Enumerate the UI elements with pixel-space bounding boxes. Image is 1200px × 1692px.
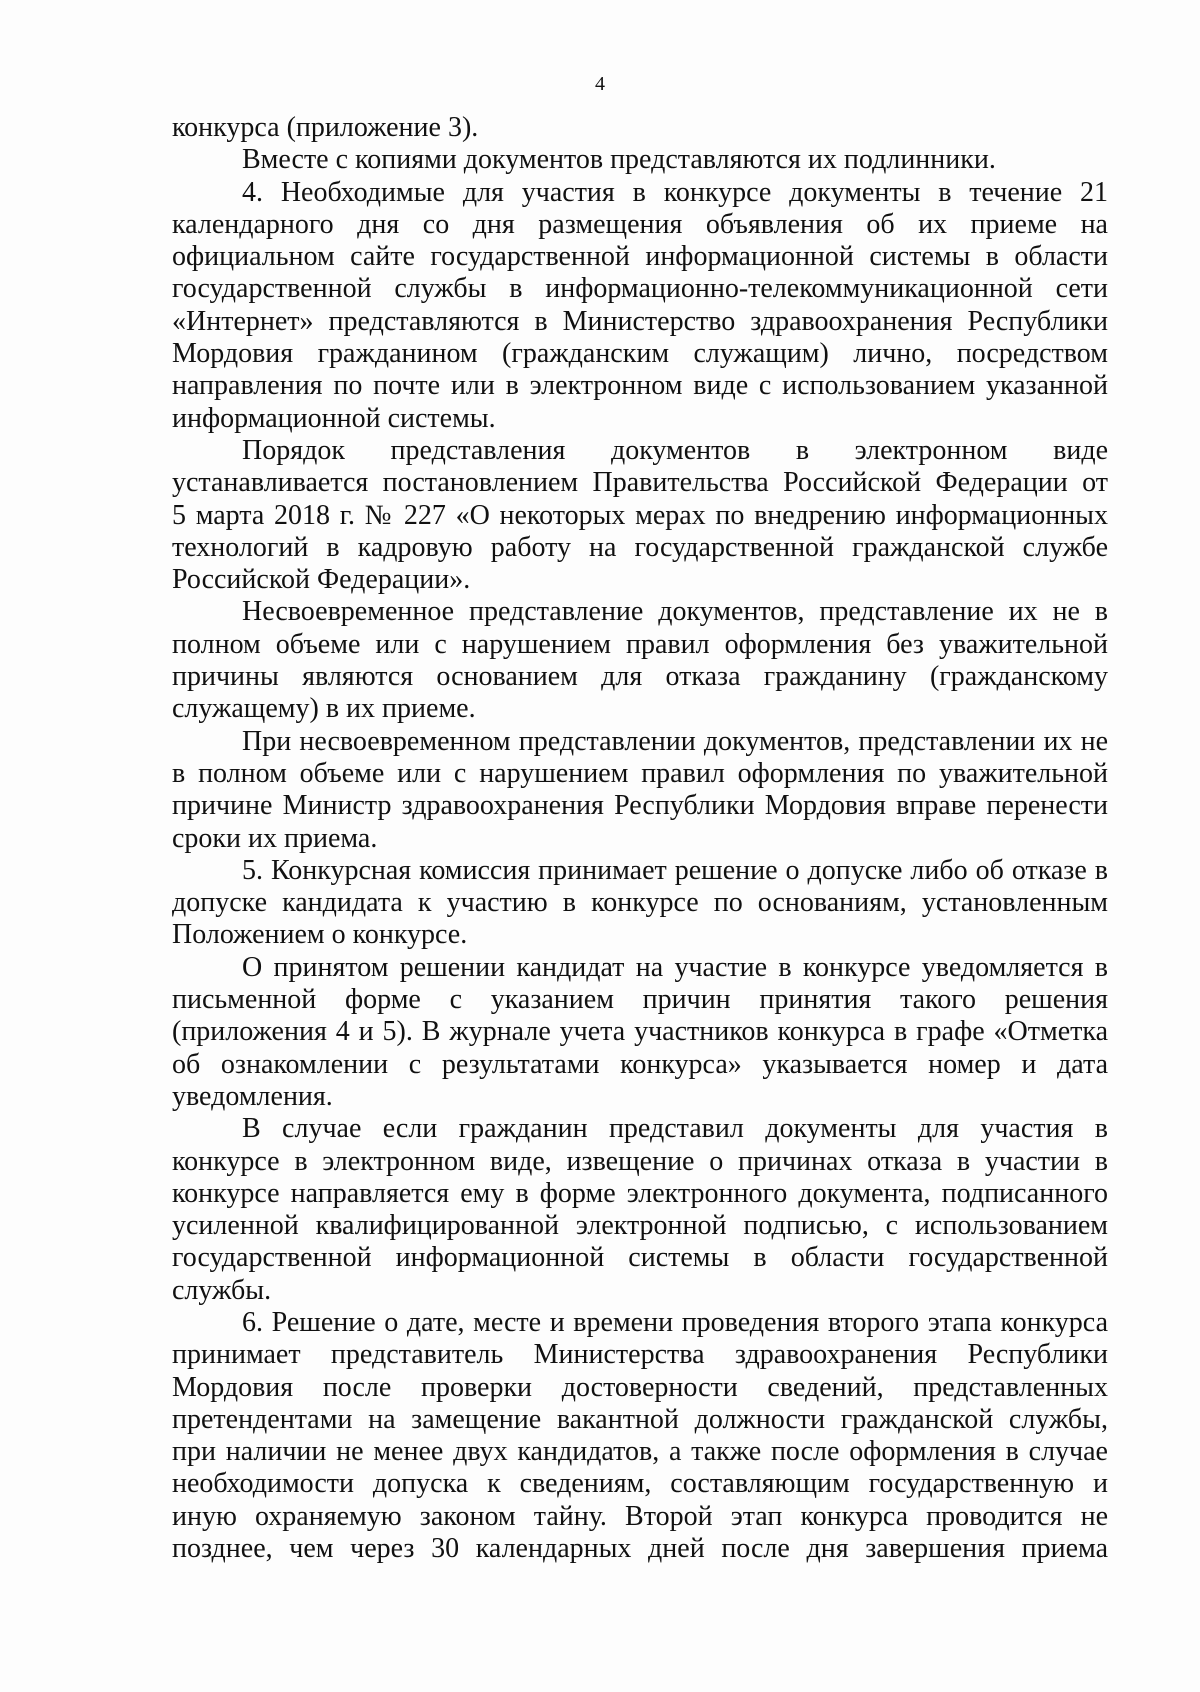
text-line: государственной службы в информационно-телекоммуникационной сети (172, 273, 1108, 305)
text-line: позднее, чем через 30 календарных дней после дня завершения приема (172, 1533, 1108, 1565)
text-line: О принятом решении кандидат на участие в конкурсе уведомляется в (242, 951, 1108, 983)
paragraph (172, 855, 1108, 952)
page-number: 4 (595, 73, 605, 95)
text-line: конкурсе в электронном виде, извещение о причинах отказа в участии в (172, 1145, 1108, 1177)
paragraph (172, 596, 1108, 725)
text-line: Российской Федерации». (172, 564, 471, 596)
text-line: Порядок представления документов в электронном виде (242, 434, 1108, 466)
text-line: служащему) в их приеме. (172, 693, 476, 725)
text-line: направления по почте или в электронном виде с использованием указанной (172, 370, 1108, 402)
text-line: службы. (172, 1274, 272, 1306)
paragraph (172, 726, 1108, 855)
paragraph (172, 952, 1108, 1113)
text-line: Несвоевременное представление документов, представление их не в (242, 596, 1108, 628)
text-line: государственной информационной системы в области государственной (172, 1242, 1108, 1274)
text-line: В случае если гражданин представил документы для участия в (242, 1113, 1108, 1145)
text-line: письменной форме с указанием причин принятия такого решения (172, 984, 1108, 1016)
text-line: При несвоевременном представлении документов, представлении их не (242, 725, 1108, 757)
text-line: причине Министр здравоохранения Республики Мордовия вправе перенести (172, 790, 1108, 822)
text-line: 4. Необходимые для участия в конкурсе документы в течение 21 (242, 176, 1108, 208)
text-line: причины являются основанием для отказа гражданину (гражданскому (172, 661, 1108, 693)
text-line: календарного дня со дня размещения объявления об их приеме на (172, 208, 1108, 240)
text-line: об ознакомлении с результатами конкурса» указывается номер и дата (172, 1048, 1108, 1080)
text-line: допуске кандидата к участию в конкурсе по основаниям, установленным (172, 887, 1108, 919)
text-line: полном объеме или с нарушением правил оформления без уважительной (172, 628, 1108, 660)
text-line: в полном объеме или с нарушением правил оформления по уважительной (172, 757, 1108, 789)
text-line: сроки их приема. (172, 822, 378, 854)
document-body (172, 112, 1108, 1565)
text-line: 5. Конкурсная комиссия принимает решение о допуске либо об отказе в (242, 854, 1108, 886)
text-line: иную охраняемую законом тайну. Второй этап конкурса проводится не (172, 1500, 1108, 1532)
paragraph (172, 435, 1108, 596)
text-line: (приложения 4 и 5). В журнале учета участников конкурса в графе «Отметка (172, 1016, 1108, 1048)
paragraph (172, 177, 1108, 435)
text-line: конкурсе направляется ему в форме электронного документа, подписанного (172, 1177, 1108, 1209)
text-line: Вместе с копиями документов представляются их подлинники. (242, 144, 996, 176)
paragraph (172, 1307, 1108, 1565)
text-line: принимает представитель Министерства здравоохранения Республики (172, 1339, 1108, 1371)
text-line: технологий в кадровую работу на государственной гражданской службе (172, 531, 1108, 563)
text-line: Положением о конкурсе. (172, 919, 468, 951)
paragraph (172, 144, 1108, 176)
text-line: конкурса (приложение 3). (172, 112, 479, 143)
text-line: устанавливается постановлением Правительства Российской Федерации от (172, 467, 1108, 499)
text-line: 6. Решение о дате, месте и времени проведения второго этапа конкурса (242, 1306, 1108, 1338)
text-line: «Интернет» представляются в Министерство здравоохранения Республики (172, 305, 1108, 337)
text-line: необходимости допуска к сведениям, составляющим государственную и (172, 1468, 1108, 1500)
text-line: при наличии не менее двух кандидатов, а также после оформления в случае (172, 1436, 1108, 1468)
text-line: официальном сайте государственной информационной системы в области (172, 241, 1108, 273)
paragraph (172, 1113, 1108, 1307)
text-line: 5 марта 2018 г. № 227 «О некоторых мерах по внедрению информационных (172, 499, 1108, 531)
text-line: Мордовия гражданином (гражданским служащим) лично, посредством (172, 338, 1108, 370)
text-line: уведомления. (172, 1080, 333, 1112)
paragraph (172, 112, 1108, 144)
text-line: информационной системы. (172, 402, 496, 434)
text-line: усиленной квалифицированной электронной подписью, с использованием (172, 1210, 1108, 1242)
text-line: претендентами на замещение вакантной должности гражданской службы, (172, 1403, 1108, 1435)
text-line: Мордовия после проверки достоверности сведений, представленных (172, 1371, 1108, 1403)
